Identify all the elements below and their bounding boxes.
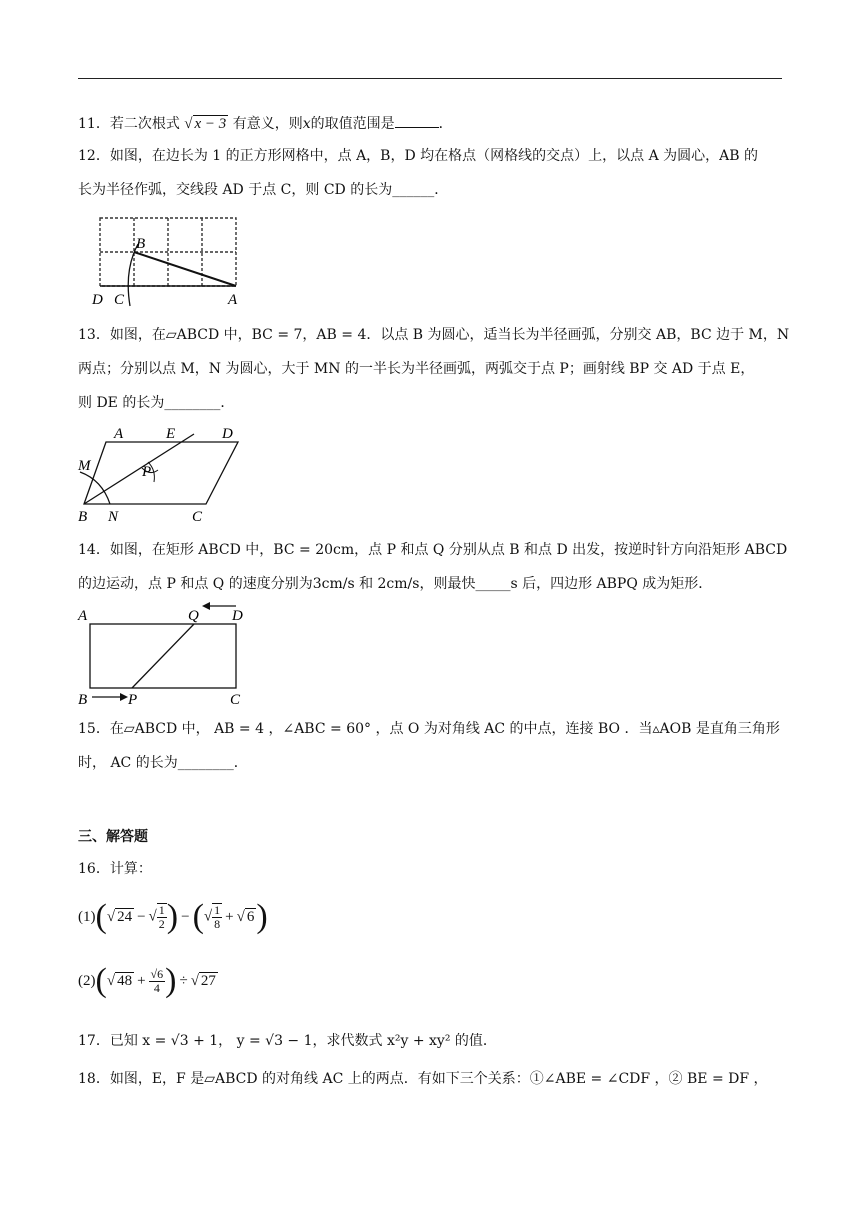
question-18: 18．如图，E，F 是▱ABCD 的对角线 AC 上的两点．有如下三个关系：①∠ABE = ∠CDF ，② BE = DF ， <box>78 1071 768 1087</box>
q14-label-q: Q <box>188 608 199 624</box>
q14-label-c: C <box>230 692 241 708</box>
q11-end: ． <box>438 116 453 132</box>
q13-arc-mn <box>80 472 110 504</box>
q14-label-d: D <box>232 608 243 624</box>
q12-label-a: A <box>228 292 238 308</box>
q13-label-n: N <box>108 509 119 524</box>
q13-parallelogram <box>84 442 238 504</box>
q14-line-1: 14．如图，在矩形 ABCD 中，BC = 20cm，点 P 和点 Q 分别从点 B 和点 D 出发，按逆时针方向沿矩形 ABCD <box>78 542 788 558</box>
q14-segment-pq <box>132 624 194 688</box>
q14-label-a: A <box>78 608 88 624</box>
q11-text-mid: 有意义，则 <box>232 116 303 132</box>
q13-label-c: C <box>192 509 203 524</box>
q13-label-b: B <box>78 509 88 524</box>
q11-radicand: x − 3 <box>194 116 227 132</box>
q11-var: x <box>302 116 311 132</box>
q12-label-b: B <box>136 236 146 252</box>
section-heading: 三、解答题 <box>78 829 148 845</box>
q13-ray-bp <box>84 434 194 504</box>
header-rule <box>78 78 782 79</box>
question-11 <box>78 113 453 134</box>
q16-part-2: (2) ( √ 48 + $\frac{√6}{4}$ ) ÷ √ 27 <box>78 962 216 999</box>
q16-p1-sqrt-half: √ $\frac{1}{2}$ <box>148 903 165 931</box>
q11-number: 11． <box>78 116 110 132</box>
q15-line-2: 时， AC 的长为________． <box>78 755 248 771</box>
q16-p2-div: ÷ <box>179 973 188 989</box>
question-17: 17．已知 x = √3 + 1， y = √3 − 1，求代数式 x²y + xy² 的值． <box>78 1033 497 1049</box>
q12-grid <box>100 218 236 286</box>
q14-arrow-p-head <box>120 693 128 701</box>
q16-p1-lparen: ( <box>95 898 107 935</box>
q14-figure <box>76 600 256 712</box>
q12-figure <box>88 214 248 310</box>
q12-segment-ab <box>134 252 236 286</box>
q13-line-3: 则 DE 的长为________． <box>78 395 235 411</box>
q13-line-2: 两点；分别以点 M，N 为圆心，大于 MN 的一半长为半径画弧，两弧交于点 P；画射线 BP 交 AD 于点 E， <box>78 361 755 377</box>
q16-p2-label: (2) <box>78 973 96 989</box>
q12-line-2: 长为半径作弧，交线段 AD 于点 C，则 CD 的长为______． <box>78 182 449 198</box>
q14-line-2: 的边运动，点 P 和点 Q 的速度分别为3cm/s 和 2cm/s，则最快_____s 后，四边形 ABPQ 成为矩形． <box>78 576 713 592</box>
q11-text-post: 的取值范围是 <box>310 116 395 132</box>
q13-label-d: D <box>222 426 233 442</box>
q14-label-b: B <box>78 692 88 708</box>
q13-figure <box>76 424 256 524</box>
q16-p2-frac: $\frac{√6}{4}$ <box>150 966 164 995</box>
q13-label-e: E <box>166 426 176 442</box>
q13-label-a: A <box>114 426 124 442</box>
q15-line-1: 15．在▱ABCD 中， AB = 4 ，∠ABC = 60° ，点 O 为对角线 AC 的中点，连接 BO ．当▵AOB 是直角三角形 <box>78 721 780 737</box>
q12-line-1: 12．如图，在边长为 1 的正方形网格中，点 A，B，D 均在格点（网格线的交点）上，以点 A 为圆心，AB 的 <box>78 148 759 164</box>
q16-p2-sqrt48: √ 48 <box>106 973 133 989</box>
q13-line-1: 13．如图，在▱ABCD 中，BC = 7，AB = 4．以点 B 为圆心，适当长为半径画弧，分别交 AB，BC 边于 M，N <box>78 327 790 343</box>
q16-p1-sqrt-eighth: √ $\frac{1}{8}$ <box>203 903 221 931</box>
q11-text-pre: 若二次根式 <box>109 116 180 132</box>
q11-answer-blank[interactable] <box>395 113 439 128</box>
q16-p1-sqrt24: √ 24 <box>106 909 133 925</box>
q13-label-p: P <box>142 464 152 480</box>
q11-radical: √ x − 3 <box>184 116 227 132</box>
q13-label-m: M <box>78 458 91 474</box>
q16-title: 16．计算： <box>78 861 152 877</box>
q12-label-c: C <box>114 292 125 308</box>
q16-part-1: (1) ( √ 24 − √ $\frac{1}{2}$ ) − ( √ $\frac{1}{8}$ + √ 6 ) <box>78 898 268 935</box>
q16-p1-label: (1) <box>78 909 96 925</box>
q14-arrow-q-head <box>202 602 210 610</box>
q12-label-d: D <box>92 292 103 308</box>
q14-label-p: P <box>128 692 138 708</box>
q16-p1-sqrt6: √ 6 <box>236 909 255 925</box>
q16-p2-sqrt27: √ 27 <box>190 973 216 989</box>
